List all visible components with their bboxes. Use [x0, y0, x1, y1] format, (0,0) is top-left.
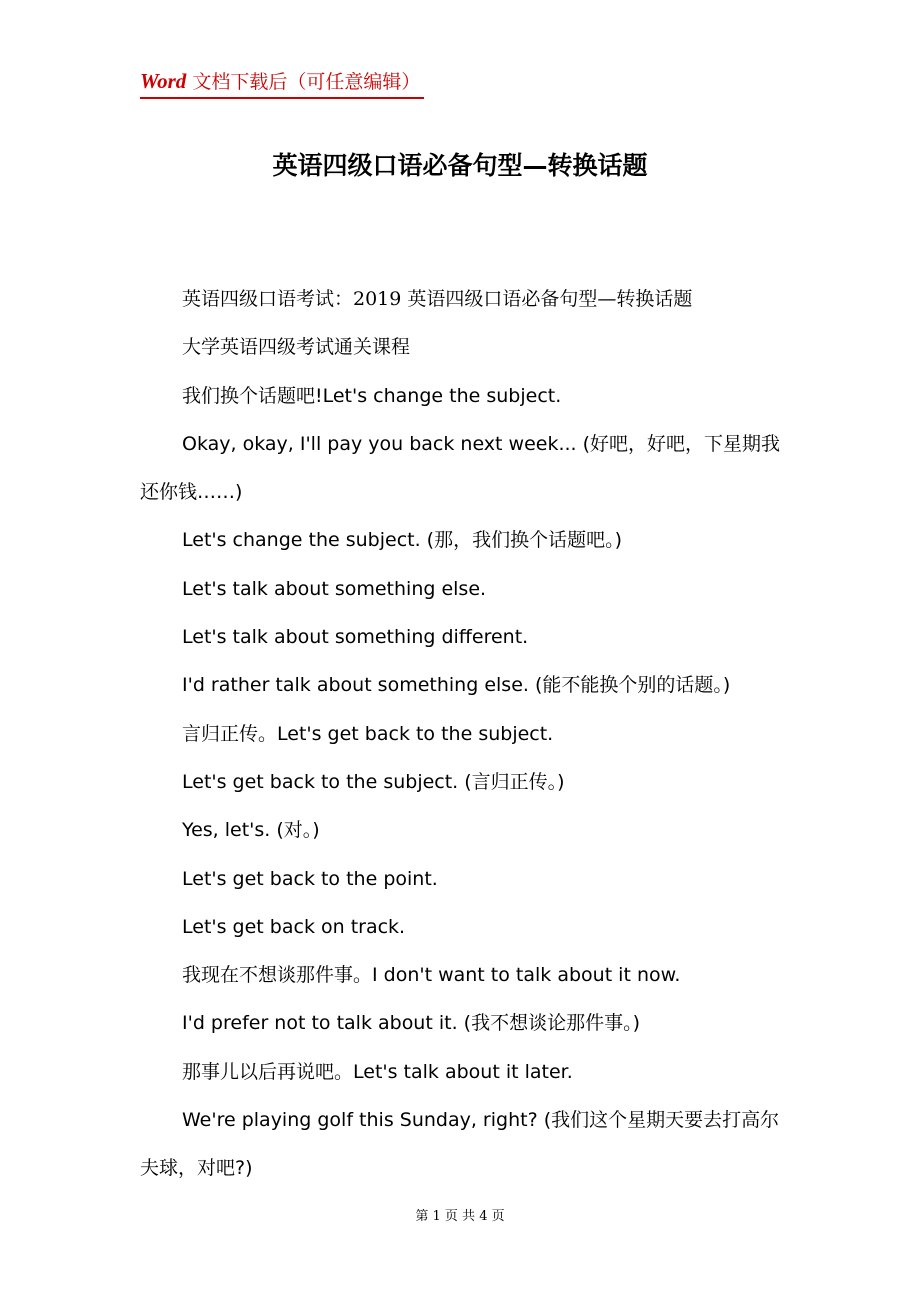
- paragraph: Let's get back to the subject. (言归正传。): [182, 770, 565, 793]
- paragraph: 大学英语四级考试通关课程: [182, 336, 411, 359]
- paragraph: I'd rather talk about something else. (能不能换个别的话题。): [182, 674, 731, 697]
- paragraph: Let's get back to the point.: [182, 867, 438, 890]
- paragraph: Yes, let's. (对。): [182, 819, 320, 842]
- header-rest-label: 文档下载后（可任意编辑）: [186, 71, 421, 93]
- paragraph: Let's talk about something else.: [182, 577, 487, 600]
- paragraph: Okay, okay, I'll pay you back next week... (好吧，好吧，下星期我还你钱……): [140, 432, 781, 504]
- document-body: [140, 275, 782, 1193]
- download-header-link[interactable]: [140, 66, 424, 99]
- header-word-label: Word: [140, 69, 187, 93]
- paragraph: 我现在不想谈那件事。I don't want to talk about it now.: [182, 964, 681, 987]
- paragraph: 我们换个话题吧!Let's change the subject.: [182, 384, 562, 407]
- page-footer: 第 1 页 共 4 页: [415, 1209, 505, 1224]
- paragraph: We're playing golf this Sunday, right? (我们这个星期天要去打高尔夫球，对吧?): [140, 1109, 780, 1180]
- paragraph: I'd prefer not to talk about it. (我不想谈论那件事。): [182, 1012, 640, 1035]
- paragraph: 英语四级口语考试：2019 英语四级口语必备句型—转换话题: [182, 288, 693, 310]
- paragraph: 那事儿以后再说吧。Let's talk about it later.: [182, 1060, 573, 1083]
- paragraph: 言归正传。Let's get back to the subject.: [182, 722, 554, 745]
- document-title: 英语四级口语必备句型—转换话题: [272, 151, 648, 180]
- paragraph: Let's change the subject. (那，我们换个话题吧。): [182, 529, 623, 552]
- paragraph: Let's get back on track.: [182, 915, 406, 938]
- paragraph: Let's talk about something different.: [182, 626, 529, 649]
